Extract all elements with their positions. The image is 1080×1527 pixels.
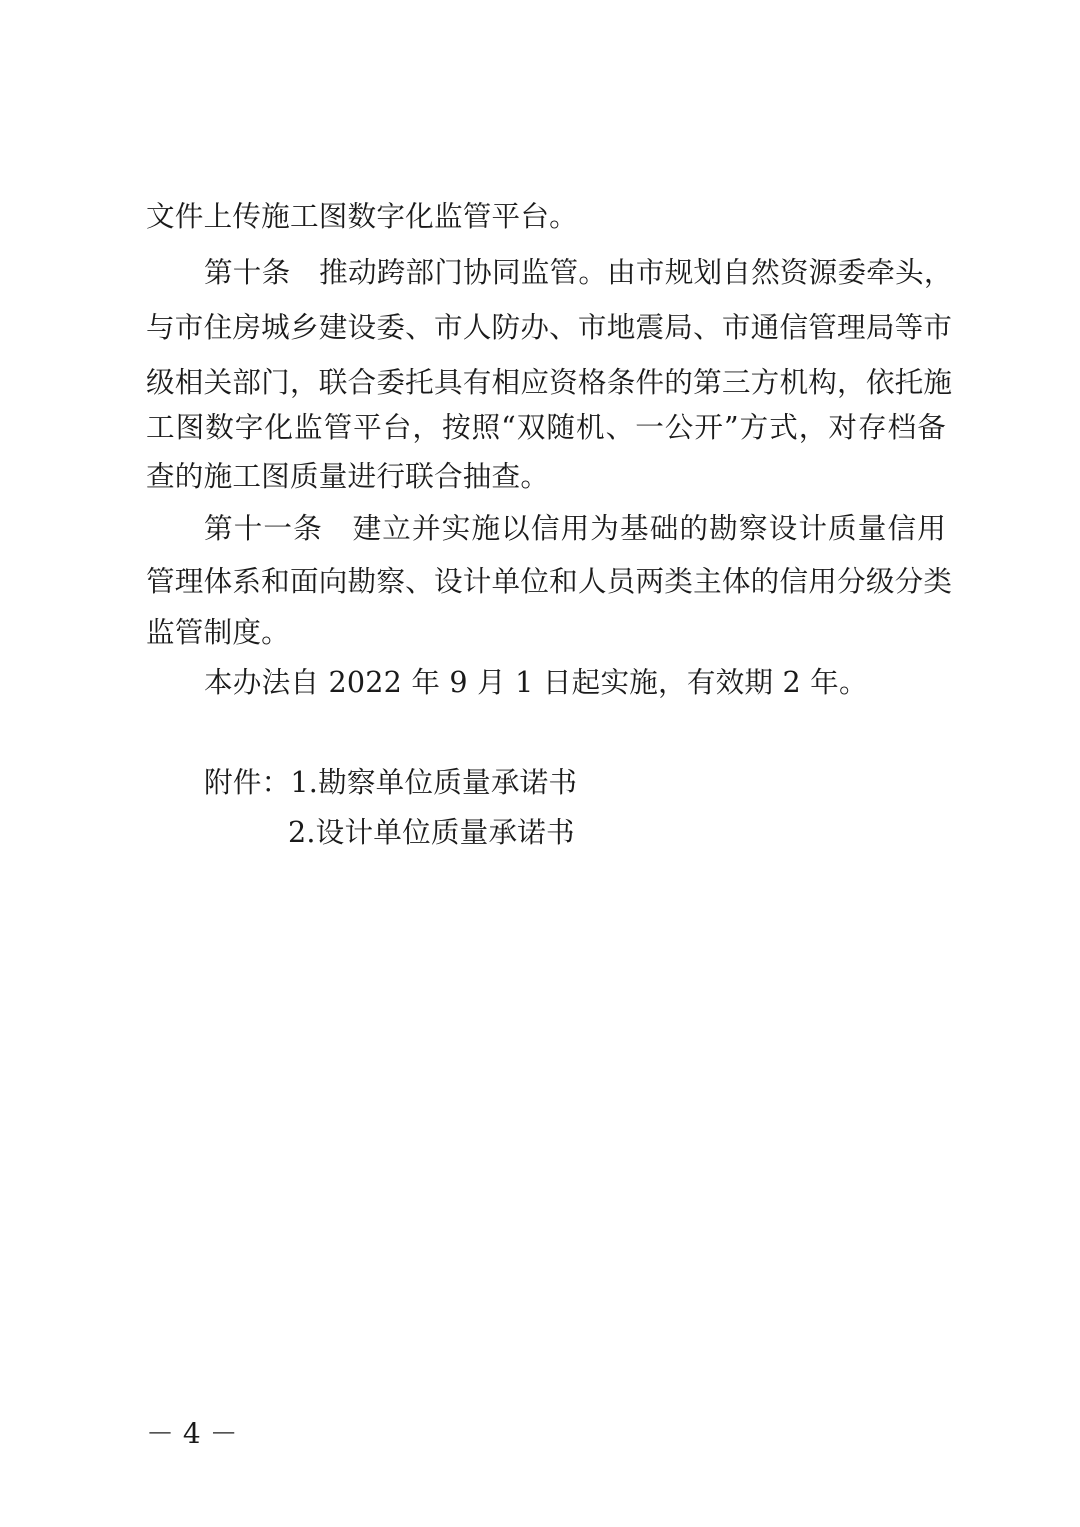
attachment-line-1: 附件：1.勘察单位质量承诺书 — [204, 765, 578, 799]
article-11-heading-line: 第十一条 建立并实施以信用为基础的勘察设计质量信用 — [204, 511, 946, 545]
paragraph-line: 文件上传施工图数字化监管平台。 — [146, 199, 578, 233]
paragraph-line: 级相关部门，联合委托具有相应资格条件的第三方机构，依托施 — [146, 365, 953, 399]
paragraph-line: 管理体系和面向勘察、设计单位和人员两类主体的信用分级分类 — [146, 564, 953, 598]
paragraph-line: 查的施工图质量进行联合抽查。 — [146, 459, 550, 493]
paragraph-line: 工图数字化监管平台，按照“双随机、一公开”方式，对存档备 — [146, 410, 946, 444]
attachment-line-2: 2.设计单位质量承诺书 — [288, 815, 575, 849]
effective-date-line: 本办法自 2022 年 9 月 1 日起实施，有效期 2 年。 — [204, 665, 868, 699]
page-number: － 4 － — [146, 1417, 238, 1450]
paragraph-line: 与市住房城乡建设委、市人防办、市地震局、市通信管理局等市 — [146, 310, 953, 344]
article-10-heading-line: 第十条 推动跨部门协同监管。由市规划自然资源委牵头， — [204, 255, 953, 289]
paragraph-line: 监管制度。 — [146, 615, 290, 649]
